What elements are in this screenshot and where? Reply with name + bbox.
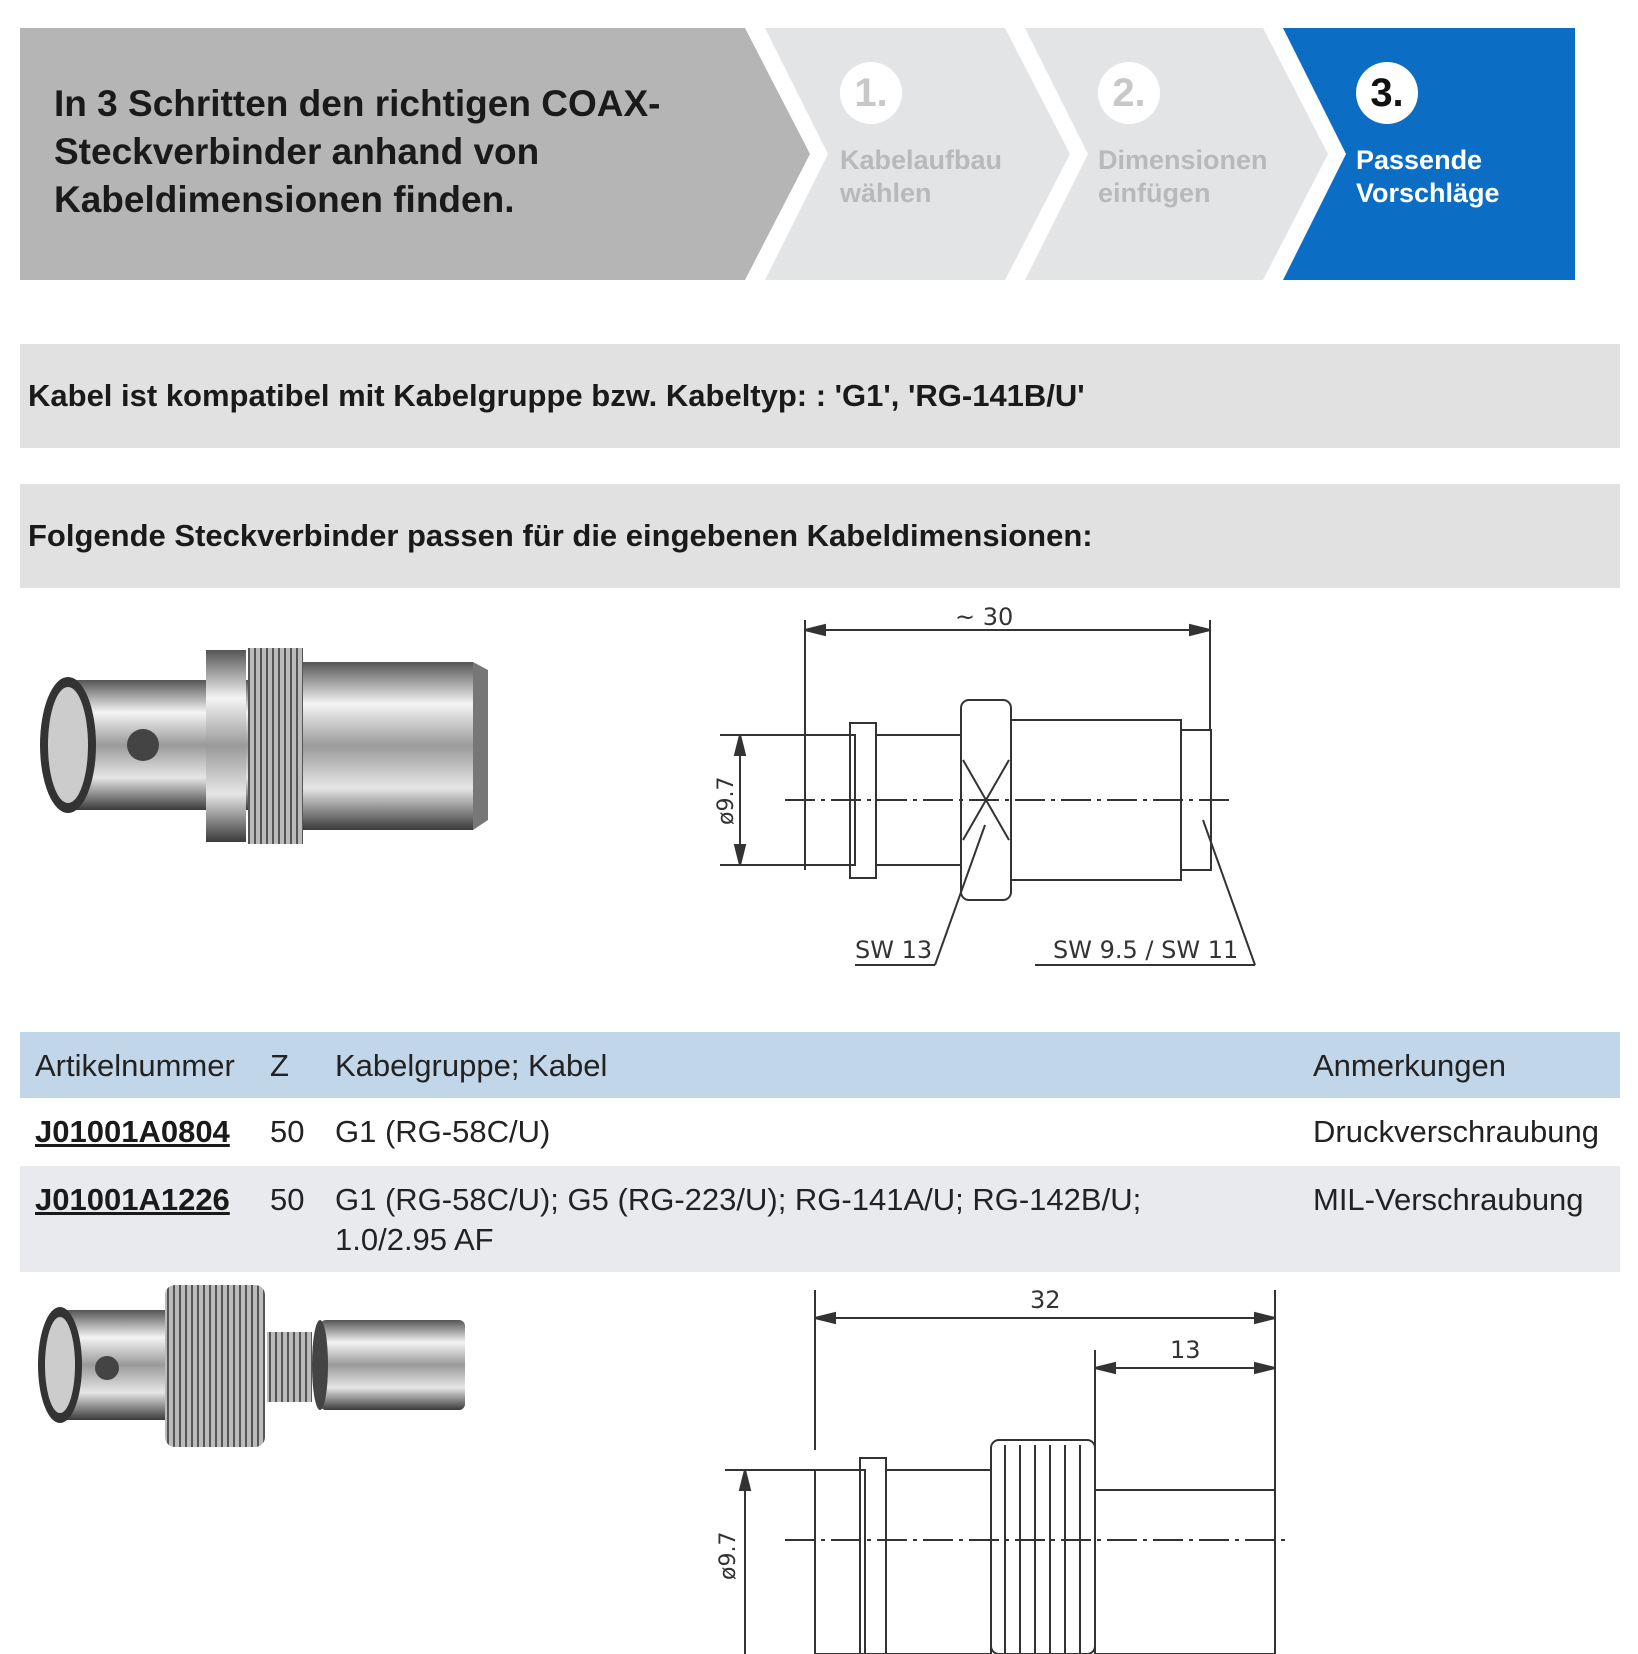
table-row	[20, 1166, 1620, 1272]
dimension-diameter-label: ø9.7	[716, 1531, 741, 1580]
remarks-value: Druckverschraubung	[1313, 1114, 1600, 1149]
product-photo-bnc-jack-2	[35, 1280, 485, 1455]
step-number: 2.	[1098, 62, 1160, 124]
intro-heading: In 3 Schritten den richtigen COAX-Steckverbinder anhand von Kabeldimensionen finden.	[54, 83, 661, 220]
dimension-length-label-2: 13	[1170, 1336, 1201, 1364]
header-impedance: Z	[270, 1048, 289, 1083]
cable-group-value: G1 (RG-58C/U); G5 (RG-223/U); RG-141A/U; RG-142B/U; 1.0/2.95 AF	[335, 1182, 1142, 1257]
step-number: 3.	[1356, 62, 1418, 124]
dimension-length-label: 32	[1030, 1286, 1061, 1314]
article-number-link[interactable]: J01001A0804	[35, 1114, 230, 1149]
step-label: Passende Vorschläge	[1356, 145, 1500, 208]
technical-drawing-2	[705, 1270, 1305, 1654]
step-3-suggestions[interactable]	[1356, 62, 1586, 210]
dimension-diameter-label: ø9.7	[714, 776, 739, 825]
impedance-value: 50	[270, 1114, 305, 1149]
table-row	[20, 1098, 1620, 1166]
dimension-length-label: ~ 30	[955, 603, 1014, 631]
step-2-dimensions[interactable]	[1098, 62, 1328, 210]
step-1-cable-structure[interactable]	[840, 62, 1070, 210]
step-label: Kabelaufbau wählen	[840, 145, 1003, 208]
step-label: Dimensionen einfügen	[1098, 145, 1268, 208]
remarks-value: MIL-Verschraubung	[1313, 1182, 1584, 1217]
technical-drawing-1	[705, 600, 1305, 1010]
product-photo-bnc-jack-1	[38, 640, 518, 850]
connector-results-table	[20, 1032, 1620, 1272]
compatibility-message: Kabel ist kompatibel mit Kabelgruppe bzw. Kabeltyp: : 'G1', 'RG-141B/U'	[20, 344, 1620, 448]
header-article-number: Artikelnummer	[35, 1048, 235, 1083]
header-cable-group: Kabelgruppe; Kabel	[335, 1048, 608, 1083]
matching-connectors-heading: Folgende Steckverbinder passen für die eingebenen Kabeldimensionen:	[20, 484, 1620, 588]
step-progress-header	[20, 28, 1600, 280]
article-number-link[interactable]: J01001A1226	[35, 1182, 230, 1217]
step-number: 1.	[840, 62, 902, 124]
impedance-value: 50	[270, 1182, 305, 1217]
wrench-size-label-1: SW 13	[855, 936, 933, 964]
table-header-row	[20, 1032, 1620, 1098]
cable-group-value: G1 (RG-58C/U)	[335, 1114, 551, 1149]
header-remarks: Anmerkungen	[1313, 1048, 1507, 1083]
wrench-size-label-2: SW 9.5 / SW 11	[1053, 936, 1239, 964]
